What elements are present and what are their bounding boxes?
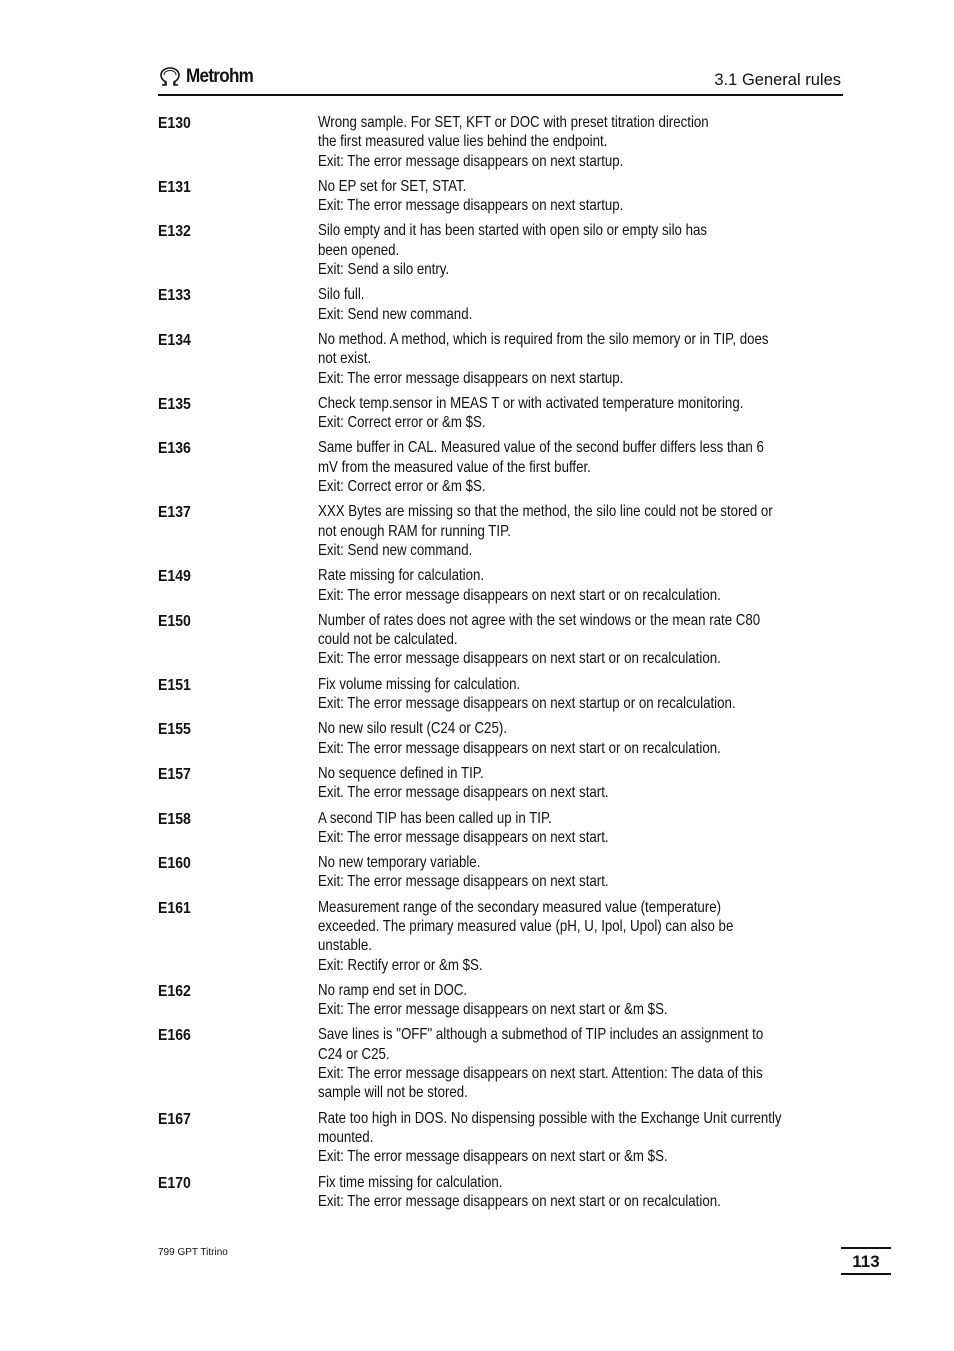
description-line: not exist. [318, 350, 372, 368]
description-line: XXX Bytes are missing so that the method, the silo line could not be stored or [318, 503, 773, 521]
description-line: Number of rates does not agree with the set windows or the mean rate C80 [318, 611, 761, 629]
omega-logo-icon [158, 66, 182, 88]
error-entry [158, 177, 858, 216]
logo-text: Metrohm [186, 66, 254, 87]
error-description [318, 675, 858, 714]
description-line: could not be calculated. [318, 631, 458, 649]
description-line: Exit: The error message disappears on next start. Attention: The data of this [318, 1065, 763, 1083]
error-description [318, 113, 858, 171]
error-description [318, 566, 858, 605]
error-entry [158, 113, 858, 171]
error-code: E134 [158, 331, 191, 349]
error-entry [158, 764, 858, 803]
error-code: E136 [158, 440, 191, 458]
error-entry [158, 1173, 858, 1212]
description-line: Fix time missing for calculation. [318, 1173, 503, 1191]
error-description [318, 177, 858, 216]
description-line: No ramp end set in DOC. [318, 981, 468, 999]
description-line: Save lines is "OFF" although a submethod of TIP includes an assignment to [318, 1026, 764, 1044]
error-entry [158, 611, 858, 669]
description-line: Exit: The error message disappears on next start or on recalculation. [318, 650, 721, 668]
error-list [158, 113, 858, 1217]
page-number: 113 [852, 1252, 880, 1271]
section-title: 3.1 General rules [714, 71, 841, 89]
description-line: Exit: The error message disappears on next start or on recalculation. [318, 739, 721, 757]
error-description [318, 764, 858, 803]
error-entry [158, 502, 858, 560]
description-line: Exit. The error message disappears on next start. [318, 784, 609, 802]
product-name: 799 GPT Titrino [158, 1247, 228, 1258]
description-line: been opened. [318, 241, 400, 259]
error-description [318, 330, 858, 388]
description-line: Fix volume missing for calculation. [318, 675, 521, 693]
description-line: Wrong sample. For SET, KFT or DOC with preset titration direction [318, 114, 709, 131]
description-line: Exit: The error message disappears on next start. [318, 828, 609, 846]
page-header [158, 64, 843, 96]
description-line: Silo empty and it has been started with open silo or empty silo has [318, 222, 708, 240]
error-code: E160 [158, 855, 191, 873]
error-code: E150 [158, 612, 191, 630]
error-code: E151 [158, 676, 191, 694]
error-code: E161 [158, 899, 191, 917]
description-line: No new silo result (C24 or C25). [318, 720, 507, 738]
error-code: E133 [158, 287, 191, 305]
error-entry [158, 809, 858, 848]
error-description [318, 1173, 858, 1212]
error-code: E135 [158, 395, 191, 413]
error-entry [158, 285, 858, 324]
error-code: E170 [158, 1174, 191, 1192]
description-line: Exit: Send new command. [318, 305, 473, 323]
error-entry [158, 1109, 858, 1167]
error-entry [158, 898, 858, 975]
error-entry [158, 330, 858, 388]
error-description [318, 809, 858, 848]
error-description [318, 611, 858, 669]
error-entry [158, 853, 858, 892]
error-code: E158 [158, 810, 191, 828]
error-code: E155 [158, 721, 191, 739]
error-description [318, 438, 858, 496]
description-line: exceeded. The primary measured value (pH, U, Ipol, Upol) can also be [318, 917, 734, 935]
error-description [318, 719, 858, 758]
description-line: A second TIP has been called up in TIP. [318, 809, 552, 827]
description-line: No EP set for SET, STAT. [318, 177, 467, 195]
description-line: Rate missing for calculation. [318, 567, 485, 585]
description-line: No new temporary variable. [318, 854, 481, 872]
error-entry [158, 221, 858, 279]
description-line: Check temp.sensor in MEAS T or with activated temperature monitoring. [318, 394, 744, 412]
description-line: Exit: The error message disappears on next startup. [318, 369, 624, 387]
description-line: Exit: The error message disappears on next start. [318, 873, 609, 891]
error-entry [158, 1025, 858, 1102]
description-line: not enough RAM for running TIP. [318, 522, 511, 540]
error-description [318, 1025, 858, 1102]
description-line: Measurement range of the secondary measured value (temperature) [318, 898, 722, 916]
error-code: E162 [158, 982, 191, 1000]
error-code: E167 [158, 1110, 191, 1128]
error-description [318, 898, 858, 975]
error-description [318, 221, 858, 279]
description-line: the first measured value lies behind the endpoint. [318, 133, 608, 151]
error-entry [158, 394, 858, 433]
error-code: E157 [158, 765, 191, 783]
description-line: Rate too high in DOS. No dispensing possible with the Exchange Unit currently [318, 1109, 782, 1127]
error-code: E131 [158, 178, 191, 196]
description-line: No sequence defined in TIP. [318, 764, 484, 782]
description-line: C24 or C25. [318, 1045, 390, 1063]
error-code: E132 [158, 223, 191, 241]
error-entry [158, 438, 858, 496]
description-line: mounted. [318, 1128, 374, 1146]
description-line: Exit: The error message disappears on next start or on recalculation. [318, 1192, 721, 1210]
error-description [318, 285, 858, 324]
error-entry [158, 566, 858, 605]
description-line: Same buffer in CAL. Measured value of the second buffer differs less than 6 [318, 439, 764, 457]
description-line: No method. A method, which is required from the silo memory or in TIP, does [318, 330, 769, 348]
metrohm-logo [158, 66, 261, 88]
error-description [318, 1109, 858, 1167]
description-line: sample will not be stored. [318, 1084, 468, 1102]
description-line: Exit: The error message disappears on next startup. [318, 197, 624, 215]
description-line: unstable. [318, 937, 372, 955]
description-line: Exit: The error message disappears on next start or &m $S. [318, 1001, 668, 1019]
description-line: Exit: The error message disappears on next start or &m $S. [318, 1148, 668, 1166]
description-line: Exit: The error message disappears on next startup or on recalculation. [318, 695, 736, 713]
error-description [318, 502, 858, 560]
error-code: E166 [158, 1027, 191, 1045]
description-line: Exit: Correct error or &m $S. [318, 414, 486, 432]
description-line: Exit: The error message disappears on next start or on recalculation. [318, 586, 721, 604]
description-line: mV from the measured value of the first buffer. [318, 458, 591, 476]
error-description [318, 394, 858, 433]
page-number-box [841, 1247, 891, 1275]
error-code: E137 [158, 504, 191, 522]
error-code: E130 [158, 115, 191, 132]
error-entry [158, 675, 858, 714]
description-line: Exit: Rectify error or &m $S. [318, 956, 483, 974]
description-line: Exit: Send new command. [318, 541, 473, 559]
description-line: Exit: Correct error or &m $S. [318, 478, 486, 496]
description-line: Exit: Send a silo entry. [318, 261, 450, 279]
error-entry [158, 719, 858, 758]
description-line: Silo full. [318, 286, 365, 304]
error-description [318, 853, 858, 892]
description-line: Exit: The error message disappears on next startup. [318, 152, 624, 170]
error-code: E149 [158, 568, 191, 586]
error-entry [158, 981, 858, 1020]
error-description [318, 981, 858, 1020]
